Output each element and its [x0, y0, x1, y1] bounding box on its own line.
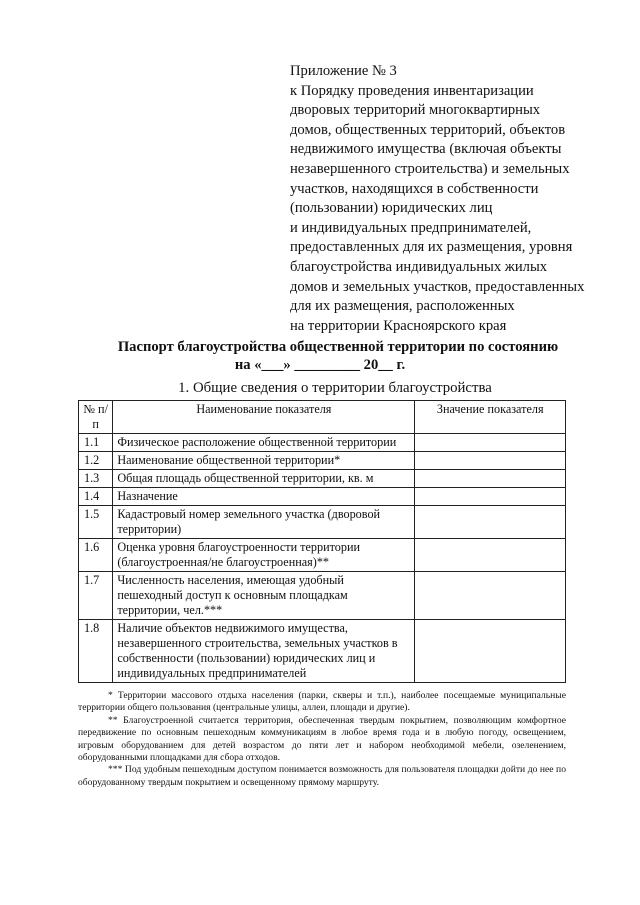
row-name: Наличие объектов недвижимого имущества, незавершенного строительства, земельных участков в собственности (пользовании) юридических лиц и индивидуальных предпринимателей	[113, 620, 415, 683]
row-name: Физическое расположение общественной территории	[113, 434, 415, 452]
table-row	[79, 488, 566, 506]
footnote: *** Под удобным пешеходным доступом понимается возможность для пользователя площадки дойти до нее по оборудованному твердым покрытием и освещенному прямому маршруту.	[78, 764, 566, 788]
row-name: Кадастровый номер земельного участка (дворовой территории)	[113, 506, 415, 539]
row-num: 1.4	[79, 488, 113, 506]
table-row	[79, 506, 566, 539]
appendix-line: предоставленных для их размещения, уровня	[290, 239, 573, 256]
appendix-line: на территории Красноярского края	[290, 317, 507, 334]
row-value	[415, 539, 566, 572]
row-num: 1.7	[79, 572, 113, 620]
appendix-line: недвижимого имущества (включая объекты	[290, 141, 562, 158]
row-num: 1.2	[79, 452, 113, 470]
row-value	[415, 488, 566, 506]
row-value	[415, 452, 566, 470]
table-row	[79, 434, 566, 452]
title-line-2: на «___» _________ 20__ г.	[234, 357, 406, 373]
appendix-line: для их размещения, расположенных	[290, 298, 515, 315]
table-row	[79, 470, 566, 488]
row-value	[415, 506, 566, 539]
row-num: 1.8	[79, 620, 113, 683]
appendix-line: (пользовании) юридических лиц	[290, 200, 493, 217]
table-row	[79, 620, 566, 683]
row-num: 1.3	[79, 470, 113, 488]
header-value: Значение показателя	[415, 401, 566, 434]
row-name: Численность населения, имеющая удобный пешеходный доступ к основным площадкам территории, чел.***	[113, 572, 415, 620]
table-row	[79, 572, 566, 620]
row-value	[415, 434, 566, 452]
row-name: Общая площадь общественной территории, кв. м	[113, 470, 415, 488]
document-title	[0, 338, 640, 374]
row-value	[415, 572, 566, 620]
row-num: 1.5	[79, 506, 113, 539]
table-row	[79, 539, 566, 572]
row-name: Оценка уровня благоустроенности территории (благоустроенная/не благоустроенная)**	[113, 539, 415, 572]
row-name: Назначение	[113, 488, 415, 506]
header-num: № п/п	[79, 401, 113, 434]
table-row	[79, 452, 566, 470]
appendix-line: к Порядку проведения инвентаризации	[290, 82, 534, 99]
appendix-line: незавершенного строительства) и земельных	[290, 160, 570, 177]
info-table	[78, 400, 566, 683]
appendix-line: участков, находящихся в собственности	[290, 180, 539, 197]
header-name: Наименование показателя	[113, 401, 415, 434]
footnotes	[78, 690, 566, 789]
table-header-row	[79, 401, 566, 434]
title-line-1: Паспорт благоустройства общественной территории по состоянию	[117, 339, 559, 355]
appendix-line: Приложение № 3	[290, 63, 397, 79]
row-num: 1.6	[79, 539, 113, 572]
appendix-header	[290, 62, 620, 336]
section-heading	[0, 379, 640, 397]
row-num: 1.1	[79, 434, 113, 452]
appendix-line: и индивидуальных предпринимателей,	[290, 219, 532, 236]
footnote: ** Благоустроенной считается территория, обеспеченная твердым покрытием, позволяющим комфортное передвижение по основным пешеходным коммуникациям в любое время года и в любую погоду, освещением, игровым оборудованием для детей возрастом до пяти лет и набором необходимой мебели, озеленением, оборудованными площадками для сбора отходов.	[78, 714, 566, 764]
row-name: Наименование общественной территории*	[113, 452, 415, 470]
footnote: * Территории массового отдыха населения (парки, скверы и т.п.), наиболее посещаемые муниципальные территории общего пользования (центральные улицы, аллеи, площади и другие).	[78, 690, 566, 714]
row-value	[415, 470, 566, 488]
section-heading-text: 1. Общие сведения о территории благоустройства	[178, 380, 492, 396]
appendix-line: домов, общественных территорий, объектов	[290, 121, 566, 138]
appendix-line: благоустройства индивидуальных жилых	[290, 258, 548, 275]
appendix-line: домов и земельных участков, предоставленных	[290, 278, 585, 295]
appendix-line: дворовых территорий многоквартирных	[290, 102, 541, 119]
row-value	[415, 620, 566, 683]
